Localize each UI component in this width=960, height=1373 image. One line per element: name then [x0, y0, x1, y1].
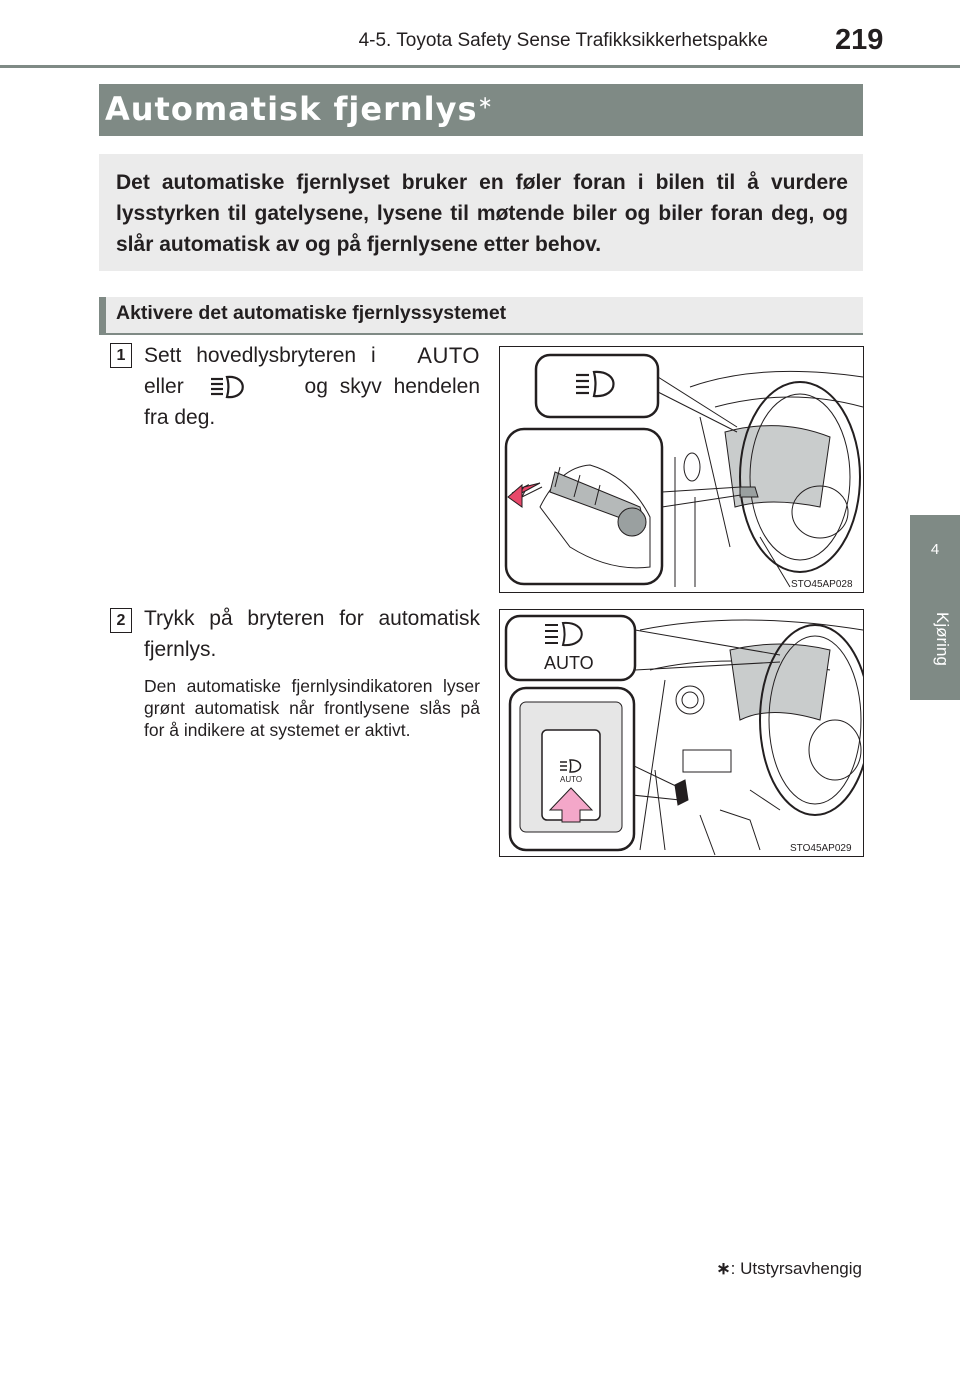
footnote: [716, 1259, 862, 1279]
section-heading: Aktivere det automatiske fjernlyssystemet: [116, 302, 507, 324]
step-1-text-c: og skyv hendelen: [304, 375, 480, 398]
header-rule: [0, 65, 960, 68]
chapter-label: Kjøring: [933, 612, 952, 666]
figure-1-headlight-lever: [499, 346, 864, 593]
figure-2-auto-high-beam-switch: [499, 609, 864, 857]
step-2-note: Den automatiske fjernlysindikatoren lyser grønt automatisk når frontlysene slås på for å indikere at systemet er aktivt.: [144, 676, 480, 740]
header-section-title: 4-5. Toyota Safety Sense Trafikksikkerhetspakke: [358, 30, 768, 51]
callout-auto-label: AUTO: [544, 653, 594, 673]
title-asterisk: ∗: [477, 92, 494, 114]
figure-1-code: STO45AP028: [791, 579, 853, 590]
auto-symbol-label: AUTO: [417, 343, 480, 368]
step-1-text-a: Sett hovedlysbryteren i: [144, 344, 376, 367]
headlight-icon: [210, 374, 250, 400]
step-badge-2: 2: [110, 608, 132, 633]
footnote-text: : Utstyrsavhengig: [730, 1259, 862, 1278]
switch-auto-label: AUTO: [560, 775, 583, 784]
step-1-text: [144, 340, 480, 433]
section-heading-accent: [99, 297, 106, 333]
step-1-text-b: eller: [144, 375, 184, 398]
step-badge-1: 1: [110, 343, 132, 368]
page-number: 219: [835, 24, 884, 56]
step-1-text-d: fra deg.: [144, 406, 216, 429]
footnote-symbol: ∗: [716, 1259, 731, 1278]
page-title: [105, 90, 494, 128]
intro-text: Det automatiske fjernlyset bruker en føler foran i bilen til å vurdere lysstyrken til gatelysene, lysene til møtende biler og biler foran deg, og slår automatisk av og på fjernlysene etter behov.: [116, 171, 848, 256]
chapter-number: 4: [930, 541, 940, 558]
page-title-text: Automatisk fjernlys: [105, 90, 478, 128]
step-2-text: Trykk på bryteren for automatisk fjernlys.: [144, 607, 480, 661]
figure-2-code: STO45AP029: [790, 843, 852, 854]
section-heading-rule: [99, 333, 863, 335]
